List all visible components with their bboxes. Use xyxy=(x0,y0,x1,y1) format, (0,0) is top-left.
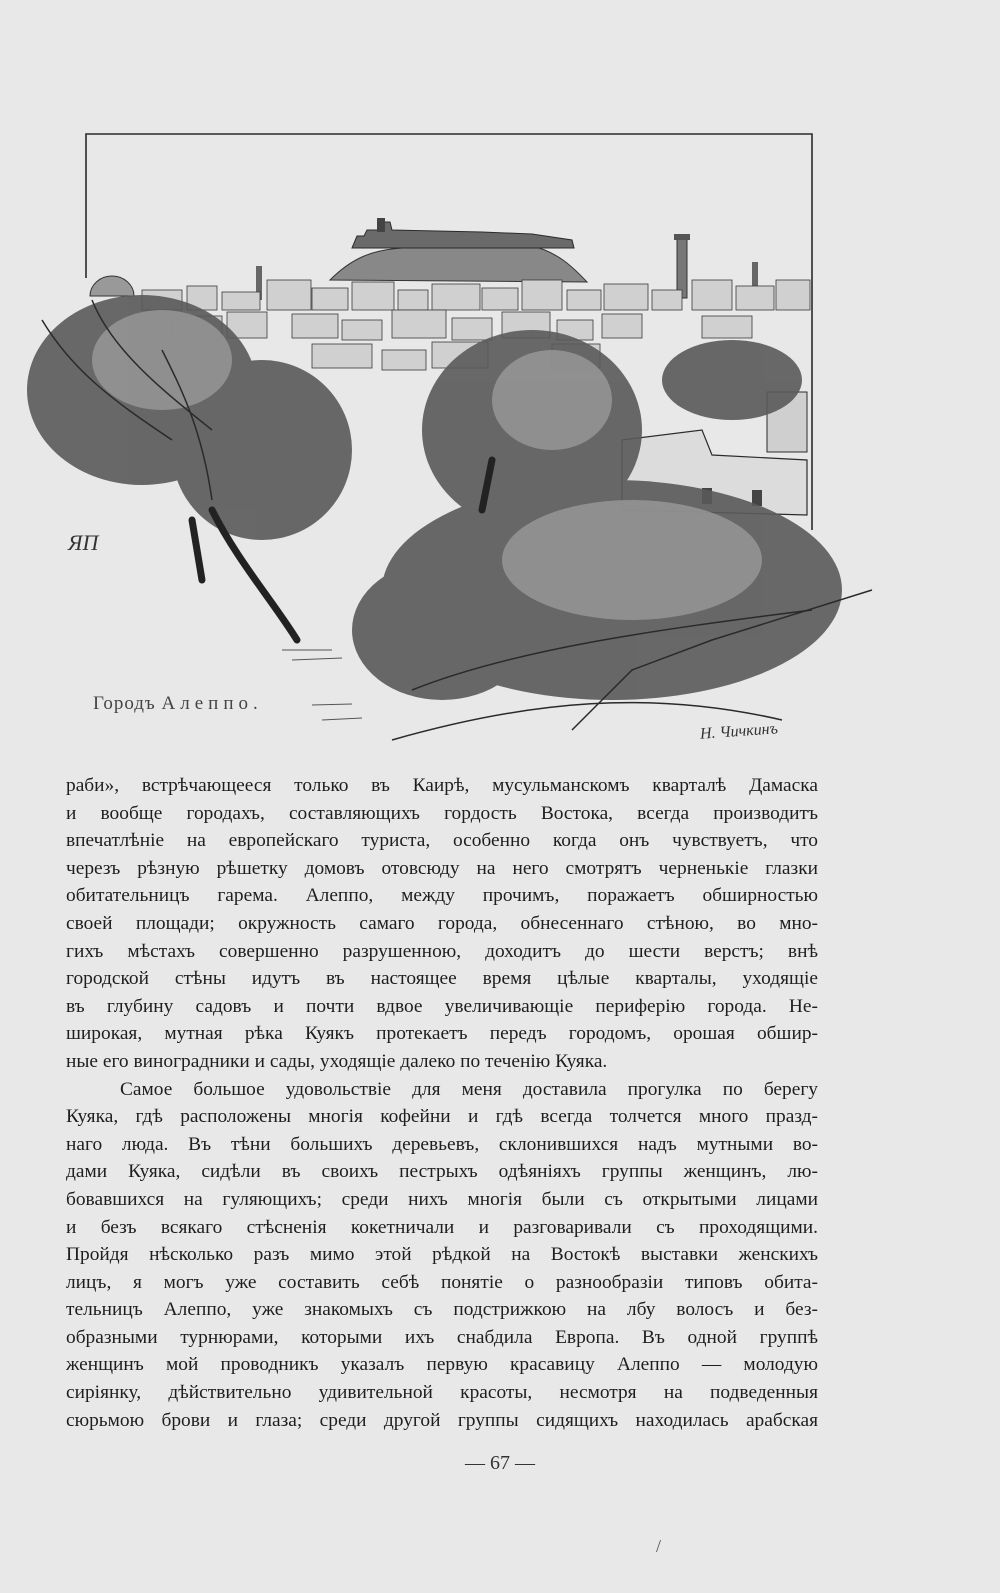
text-line: обитательницъ гарема. Алеппо, между прочимъ, поражаетъ обширностью xyxy=(66,885,818,907)
engraver-monogram: ЯП xyxy=(68,530,99,555)
text-line: Куяка, гдѣ расположены многія кофейни и гдѣ всегда толчется много празд- xyxy=(66,1106,818,1128)
text-line: своей площади; окружность самаго города, обнесеннаго стѣною, во мно- xyxy=(66,912,818,934)
text-line: черезъ рѣзную рѣшетку домовъ отовсюду на него смотрятъ черненькіе глазки xyxy=(66,857,818,879)
page-number: — 67 — xyxy=(465,1452,535,1474)
aleppo-engraving xyxy=(12,130,892,780)
text-line: гихъ мѣстахъ совершенно разрушенною, доходитъ до шести верстъ; внѣ xyxy=(66,940,818,962)
text-line: и безъ всякаго стѣсненія кокетничали и разговаривали съ проходящими. xyxy=(66,1216,818,1238)
text-line: ные его виноградники и сады, уходящіе далеко по теченію Куяка. xyxy=(66,1050,608,1072)
text-line: бовавшихся на гуляющихъ; среди нихъ многія были съ открытыми лицами xyxy=(66,1188,818,1210)
engraving-drawing xyxy=(12,130,892,780)
caption-word: Городъ xyxy=(93,693,156,714)
text-line: широкая, мутная рѣка Куякъ протекаетъ передъ городомъ, орошая обшир- xyxy=(66,1023,818,1045)
text-line: Самое большое удовольствіе для меня доставила прогулка по берегу xyxy=(120,1078,818,1100)
illustration-caption xyxy=(93,693,263,715)
text-line: образными турнюрами, которыми ихъ снабдила Европа. Въ одной группѣ xyxy=(66,1326,818,1348)
text-line: Пройдя нѣсколько разъ мимо этой рѣдкой на Востокѣ выставки женскихъ xyxy=(66,1244,818,1266)
text-line: и вообще городахъ, составляющихъ гордость Востока, всегда производитъ xyxy=(66,802,818,824)
text-line: тельницъ Алеппо, уже знакомыхъ съ подстрижкою на лбу волосъ и без- xyxy=(66,1299,818,1321)
text-line: дами Куяка, сидѣли въ своихъ пестрыхъ одѣяніяхъ группы женщинъ, лю- xyxy=(66,1161,818,1183)
text-line: городской стѣны идутъ въ настоящее время цѣлые кварталы, уходящіе xyxy=(66,968,818,990)
artist-signature: Н. Чичкинъ xyxy=(699,720,779,743)
text-line: наго люда. Въ тѣни большихъ деревьевъ, склонившихся надъ мутными во- xyxy=(66,1133,818,1155)
text-line: сюрьмою брови и глаза; среди другой группы сидящихъ находилась арабская xyxy=(66,1409,818,1431)
text-line: лицъ, я могъ уже составить себѣ понятіе о разнообразіи типовъ обита- xyxy=(66,1271,818,1293)
stray-mark: / xyxy=(656,1536,662,1556)
text-line: въ глубину садовъ и почти вдвое увеличивающіе периферію города. Не- xyxy=(66,995,818,1017)
text-line: сиріянку, дѣйствительно удивительной красоты, несмотря на подведенныя xyxy=(66,1382,818,1404)
text-line: женщинъ мой проводникъ указалъ первую красавицу Алеппо — молодую xyxy=(66,1354,818,1376)
caption-name: Алеппо. xyxy=(161,693,263,714)
text-line: раби», встрѣчающееся только въ Каирѣ, мусульманскомъ кварталѣ Дамаска xyxy=(66,775,818,796)
text-line: впечатлѣніе на европейскаго туриста, особенно когда онъ чувствуетъ, что xyxy=(66,830,818,852)
body-text xyxy=(66,772,818,1434)
